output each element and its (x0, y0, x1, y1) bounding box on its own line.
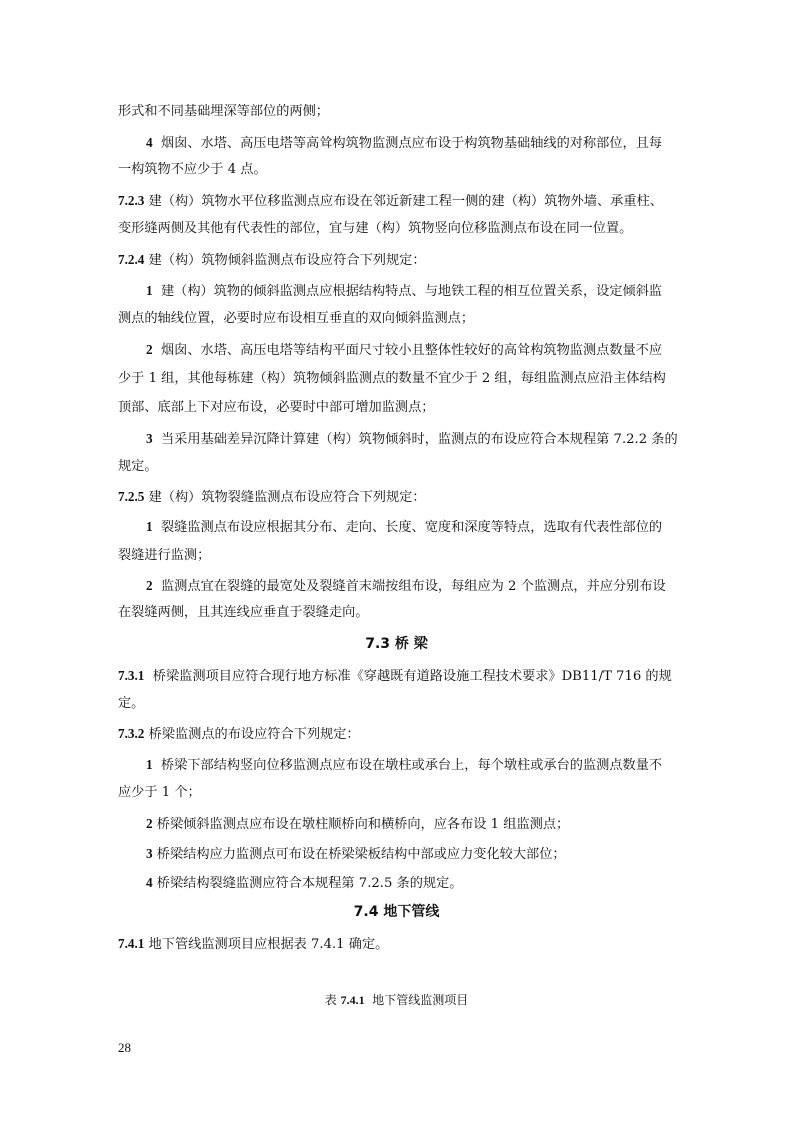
text-line: 在裂缝两侧，且其连线应垂直于裂缝走向。 (118, 605, 369, 620)
list-item: 1 裂缝监测点布设应根据其分布、走向、长度、宽度和深度等特点，选取有代表性部位的 (146, 519, 663, 535)
list-item: 1 桥梁下部结构竖向位移监测点应布设在墩柱或承台上，每个墩柱或承台的监测点数量不 (146, 757, 663, 773)
text-line: 应少于 1 个； (118, 785, 201, 800)
text-line: 变形缝两侧及其他有代表性的部位，宜与建（构）筑物竖向位移监测点布设在同一位置。 (118, 221, 633, 236)
page-number: 28 (118, 1040, 131, 1055)
list-item: 3 桥梁结构应力监测点可布设在桥梁梁板结构中部或应力变化较大部位； (146, 846, 566, 862)
text-line: 形式和不同基础埋深等部位的两侧； (118, 104, 329, 119)
clause-7-3-1: 7.3.1 桥梁监测项目应符合现行地方标准《穿越既有道路设施工程技术要求》DB11/T 716 的规 (118, 668, 672, 684)
clause-7-2-3: 7.2.3 建（构）筑物水平位移监测点应布设在邻近新建工程一侧的建（构）筑物外墙、承重柱、 (118, 193, 663, 209)
clause-7-2-5: 7.2.5 建（构）筑物裂缝监测点布设应符合下列规定： (118, 489, 426, 505)
section-heading-7-3: 7.3 桥 梁 (365, 636, 428, 652)
list-item: 4 桥梁结构裂缝监测应符合本规程第 7.2.5 条的规定。 (146, 875, 463, 891)
list-item: 2 监测点宜在裂缝的最宽处及裂缝首末端按组布设，每组应为 2 个监测点，并应分别布设 (146, 578, 666, 594)
text-line: 少于 1 组，其他每栋建（构）筑物倾斜监测点的数量不宜少于 2 组，每组监测点应沿主体结构 (118, 371, 666, 386)
list-item: 1 建（构）筑物的倾斜监测点应根据结构特点、与地铁工程的相互位置关系，设定倾斜监 (146, 283, 663, 299)
list-item: 3 当采用基础差异沉降计算建（构）筑物倾斜时，监测点的布设应符合本规程第 7.2.2 条的 (146, 431, 678, 447)
clause-7-2-4: 7.2.4 建（构）筑物倾斜监测点布设应符合下列规定： (118, 252, 426, 268)
text-line: 顶部、底部上下对应布设，必要时中部可增加监测点； (118, 400, 435, 415)
list-item: 2 桥梁倾斜监测点应布设在墩柱顺桥向和横桥向，应各布设 1 组监测点； (146, 816, 570, 832)
text-line: 裂缝进行监测； (118, 548, 211, 563)
text-line: 规定。 (118, 459, 158, 474)
text-line: 一构筑物不应少于 4 点。 (118, 162, 267, 177)
text-line: 测点的轴线位置，必要时应布设相互垂直的双向倾斜监测点； (118, 311, 475, 326)
clause-7-3-2: 7.3.2 桥梁监测点的布设应符合下列规定： (118, 726, 360, 742)
section-heading-7-4: 7.4 地下管线 (353, 904, 440, 920)
clause-7-4-1: 7.4.1 地下管线监测项目应根据表 7.4.1 确定。 (118, 936, 389, 952)
list-item: 4 烟囱、水塔、高压电塔等高耸构筑物监测点应布设于构筑物基础轴线的对称部位，且每 (146, 135, 663, 151)
list-item: 2 烟囱、水塔、高压电塔等结构平面尺寸较小且整体性较好的高耸构筑物监测点数量不应 (146, 342, 663, 358)
table-caption: 表 7.4.1 地下管线监测项目 (324, 993, 469, 1007)
text-line: 定。 (118, 696, 145, 711)
